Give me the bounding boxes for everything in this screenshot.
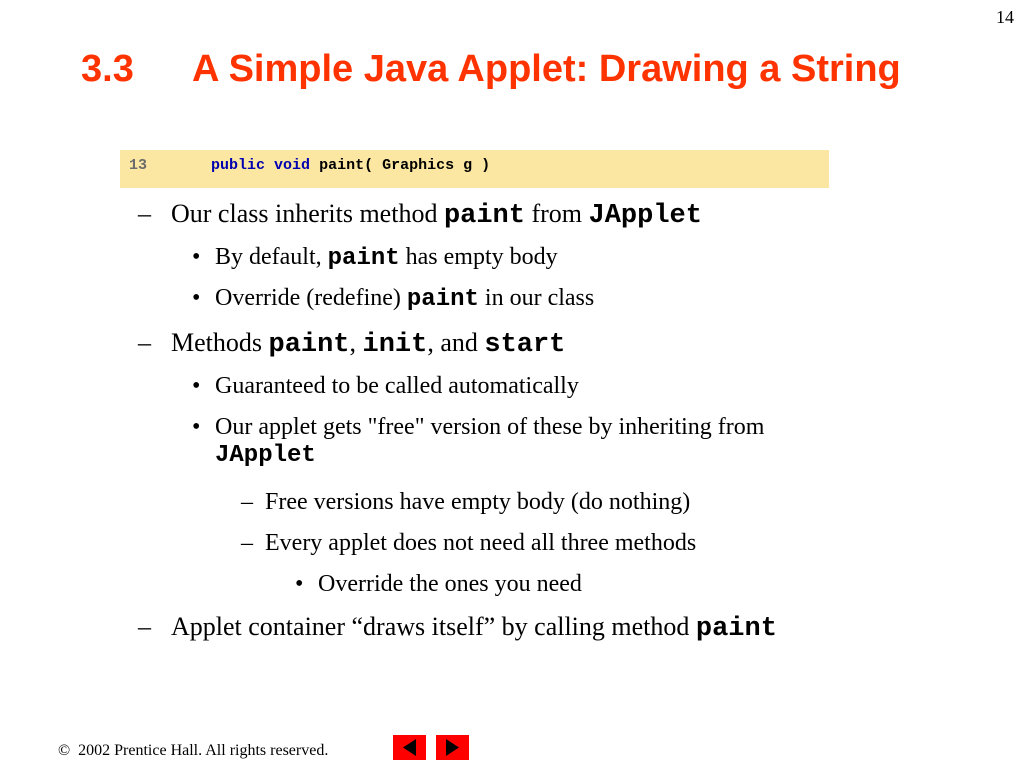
text-run: from bbox=[524, 199, 589, 228]
code-method-signature: paint( Graphics g ) bbox=[319, 157, 491, 174]
list-item-text: Free versions have empty body (do nothing) bbox=[265, 489, 691, 515]
code-keyword-void: void bbox=[274, 157, 311, 174]
text-run: Methods bbox=[171, 328, 269, 357]
bullet-marker: • bbox=[192, 244, 201, 270]
code-term: paint bbox=[695, 614, 777, 644]
dash-marker: – bbox=[138, 199, 151, 228]
dash-marker: – bbox=[241, 530, 253, 556]
code-term: paint bbox=[443, 201, 525, 231]
previous-slide-button[interactable] bbox=[393, 735, 426, 760]
list-item-text bbox=[171, 328, 565, 360]
code-term: start bbox=[484, 330, 566, 360]
dash-marker: – bbox=[138, 612, 151, 641]
code-term: JApplet bbox=[588, 201, 702, 231]
triangle-right-icon bbox=[436, 735, 469, 760]
text-run: , and bbox=[427, 328, 485, 357]
list-item-text: Every applet does not need all three methods bbox=[265, 530, 697, 556]
dash-marker: – bbox=[138, 328, 151, 357]
title-text: A Simple Java Applet: Drawing a String bbox=[192, 48, 901, 90]
copyright-icon: © bbox=[58, 742, 71, 759]
code-snippet bbox=[120, 150, 829, 188]
bullet-marker: • bbox=[192, 414, 201, 440]
text-run: has empty body bbox=[399, 244, 558, 270]
code-term: init bbox=[362, 330, 428, 360]
list-item-text bbox=[215, 244, 558, 272]
code-term: JApplet bbox=[215, 442, 316, 469]
code-line bbox=[211, 157, 490, 174]
list-item-text: Override the ones you need bbox=[318, 571, 582, 597]
bullet-marker: • bbox=[295, 571, 304, 597]
triangle-left-icon bbox=[393, 735, 426, 760]
code-term: paint bbox=[406, 286, 479, 313]
list-item-text bbox=[215, 414, 764, 469]
text-run: , bbox=[349, 328, 363, 357]
text-run: Applet container “draws itself” by calling method bbox=[171, 612, 696, 641]
code-keyword-public: public bbox=[211, 157, 266, 174]
code-term: paint bbox=[327, 245, 400, 272]
list-item-text bbox=[171, 612, 777, 644]
list-item-text: Guaranteed to be called automatically bbox=[215, 373, 579, 399]
footer-copyright bbox=[58, 742, 328, 760]
bullet-marker: • bbox=[192, 285, 201, 311]
next-slide-button[interactable] bbox=[436, 735, 469, 760]
page-number: 14 bbox=[996, 7, 1014, 27]
text-run: By default, bbox=[215, 244, 328, 270]
code-line-number: 13 bbox=[129, 157, 148, 174]
footer-text: 2002 Prentice Hall. All rights reserved. bbox=[78, 742, 329, 759]
dash-marker: – bbox=[241, 489, 253, 515]
text-run: Our applet gets "free" version of these by inheriting from bbox=[215, 414, 765, 440]
list-item-text bbox=[171, 199, 702, 231]
section-number: 3.3 bbox=[81, 48, 134, 90]
bullet-marker: • bbox=[192, 373, 201, 399]
code-term: paint bbox=[268, 330, 350, 360]
text-run: Our class inherits method bbox=[171, 199, 444, 228]
text-run: Override (redefine) bbox=[215, 285, 407, 311]
text-run: in our class bbox=[478, 285, 595, 311]
list-item-text bbox=[215, 285, 594, 313]
slide-title bbox=[81, 48, 901, 91]
